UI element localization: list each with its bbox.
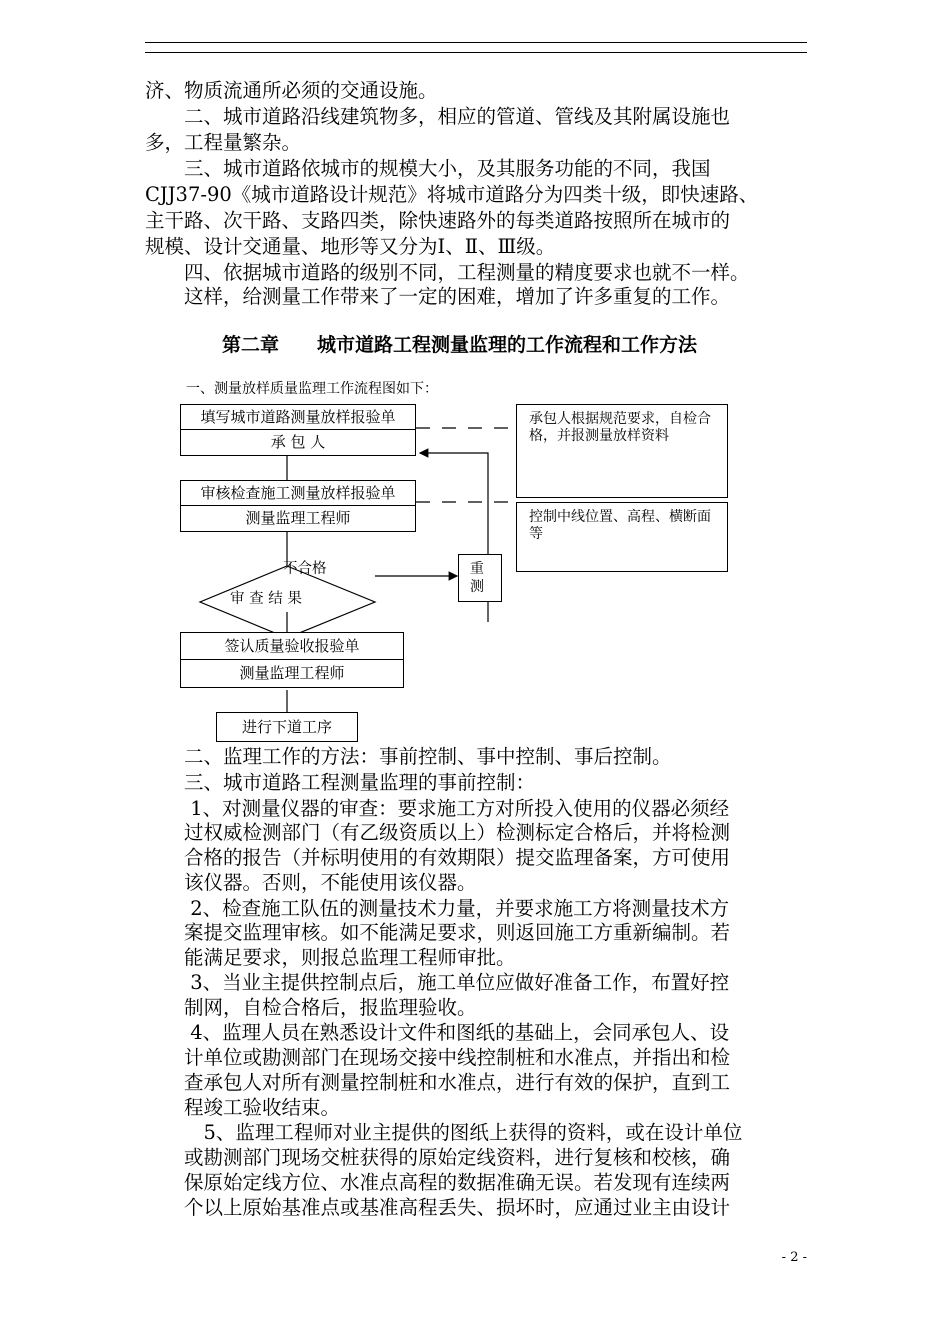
box-submit-form-role: 承 包 人 xyxy=(270,433,326,451)
para-line: 合格的报告（并标明使用的有效期限）提交监理备案，方可使用 xyxy=(145,846,731,869)
para-line: 1、对测量仪器的审查：要求施工方对所投入使用的仪器必须经 xyxy=(145,797,730,820)
para-line: 2、检查施工队伍的测量技术力量，并要求施工方将测量技术方 xyxy=(145,897,730,920)
review-result-text: 审 查 结 果 xyxy=(230,591,302,607)
para-line: 程竣工验收结束。 xyxy=(145,1096,341,1119)
page-number: - 2 - xyxy=(781,1250,807,1265)
retest-return-line xyxy=(420,453,488,554)
para-line: 或勘测部门现场交桩获得的原始定线资料，进行复核和校核，确 xyxy=(145,1146,731,1169)
fail-label: 不合格 xyxy=(283,561,327,577)
box-sign-acceptance-title: 签认质量验收报验单 xyxy=(181,633,403,660)
para-line: 5、监理工程师对业主提供的图纸上获得的资料，或在设计单位 xyxy=(145,1121,743,1144)
review-result-label xyxy=(230,590,330,609)
flowchart-caption: 一、测量放样质量监理工作流程图如下： xyxy=(186,381,438,397)
para-line: 过权威检测部门（有乙级资质以上）检测标定合格后，并将检测 xyxy=(145,821,731,844)
para-line: 该仪器。否则，不能使用该仪器。 xyxy=(145,871,477,894)
para-line: 主干路、次干路、支路四类，除快速路外的每类道路按照所在城市的 xyxy=(145,209,731,232)
box-next-step-text: 进行下道工序 xyxy=(241,718,332,736)
para-line: 这样，给测量工作带来了一定的困难，增加了许多重复的工作。 xyxy=(145,285,731,308)
para-line: 4、监理人员在熟悉设计文件和图纸的基础上，会同承包人、设 xyxy=(145,1021,730,1044)
box-review-form xyxy=(180,480,416,532)
chapter-title: 第二章 城市道路工程测量监理的工作流程和工作方法 xyxy=(222,334,698,356)
box-submit-form xyxy=(180,404,416,456)
para-line: 二、监理工作的方法：事前控制、事中控制、事后控制。 xyxy=(145,745,672,768)
box-retest-text: 重 测 xyxy=(470,561,484,595)
para-line: 3、当业主提供控制点后，施工单位应做好准备工作，布置好控 xyxy=(145,971,730,994)
para-line: 保原始定线方位、水准点高程的数据准确无误。若发现有连续两 xyxy=(145,1171,731,1194)
note-control-text: 控制中线位置、高程、横断面等 xyxy=(529,509,711,542)
para-line: 个以上原始基准点或基准高程丢失、损坏时，应通过业主由设计 xyxy=(145,1196,731,1219)
box-sign-acceptance-role: 测量监理工程师 xyxy=(239,664,345,682)
para-line: 查承包人对所有测量控制桩和水准点，进行有效的保护，直到工 xyxy=(145,1071,731,1094)
para-line: 四、依据城市道路的级别不同，工程测量的精度要求也就不一样。 xyxy=(145,261,750,284)
para-line: 多，工程量繁杂。 xyxy=(145,131,302,154)
para-line: 二、城市道路沿线建筑物多，相应的管道、管线及其附属设施也 xyxy=(145,105,731,128)
para-line: 三、城市道路工程测量监理的事前控制： xyxy=(145,771,536,794)
box-next-step xyxy=(216,712,358,742)
box-review-form-role: 测量监理工程师 xyxy=(245,509,351,527)
para-line: 案提交监理审核。如不能满足要求，则返回施工方重新编制。若 xyxy=(145,921,731,944)
para-line: 计单位或勘测部门在现场交接中线控制桩和水准点，并指出和检 xyxy=(145,1046,731,1069)
para-line: 规模、设计交通量、地形等又分为Ⅰ、Ⅱ、Ⅲ级。 xyxy=(145,235,556,258)
note-contractor xyxy=(516,404,728,498)
para-line: 制网，自检合格后，报监理验收。 xyxy=(145,996,477,1019)
box-retest xyxy=(458,554,502,602)
para-line: CJJ37-90《城市道路设计规范》将城市道路分为四类十级，即快速路、 xyxy=(145,183,759,206)
box-sign-acceptance xyxy=(180,632,404,688)
para-line: 能满足要求，则报总监理工程师审批。 xyxy=(145,946,516,969)
para-line: 济、物质流通所必须的交通设施。 xyxy=(145,79,438,102)
note-contractor-text: 承包人根据规范要求，自检合格，并报测量放样资料 xyxy=(529,411,711,444)
box-submit-form-title: 填写城市道路测量放样报验单 xyxy=(181,405,415,430)
box-review-form-title: 审核检查施工测量放样报验单 xyxy=(181,481,415,506)
note-control xyxy=(516,502,728,572)
para-line: 三、城市道路依城市的规模大小，及其服务功能的不同，我国 xyxy=(145,157,711,180)
